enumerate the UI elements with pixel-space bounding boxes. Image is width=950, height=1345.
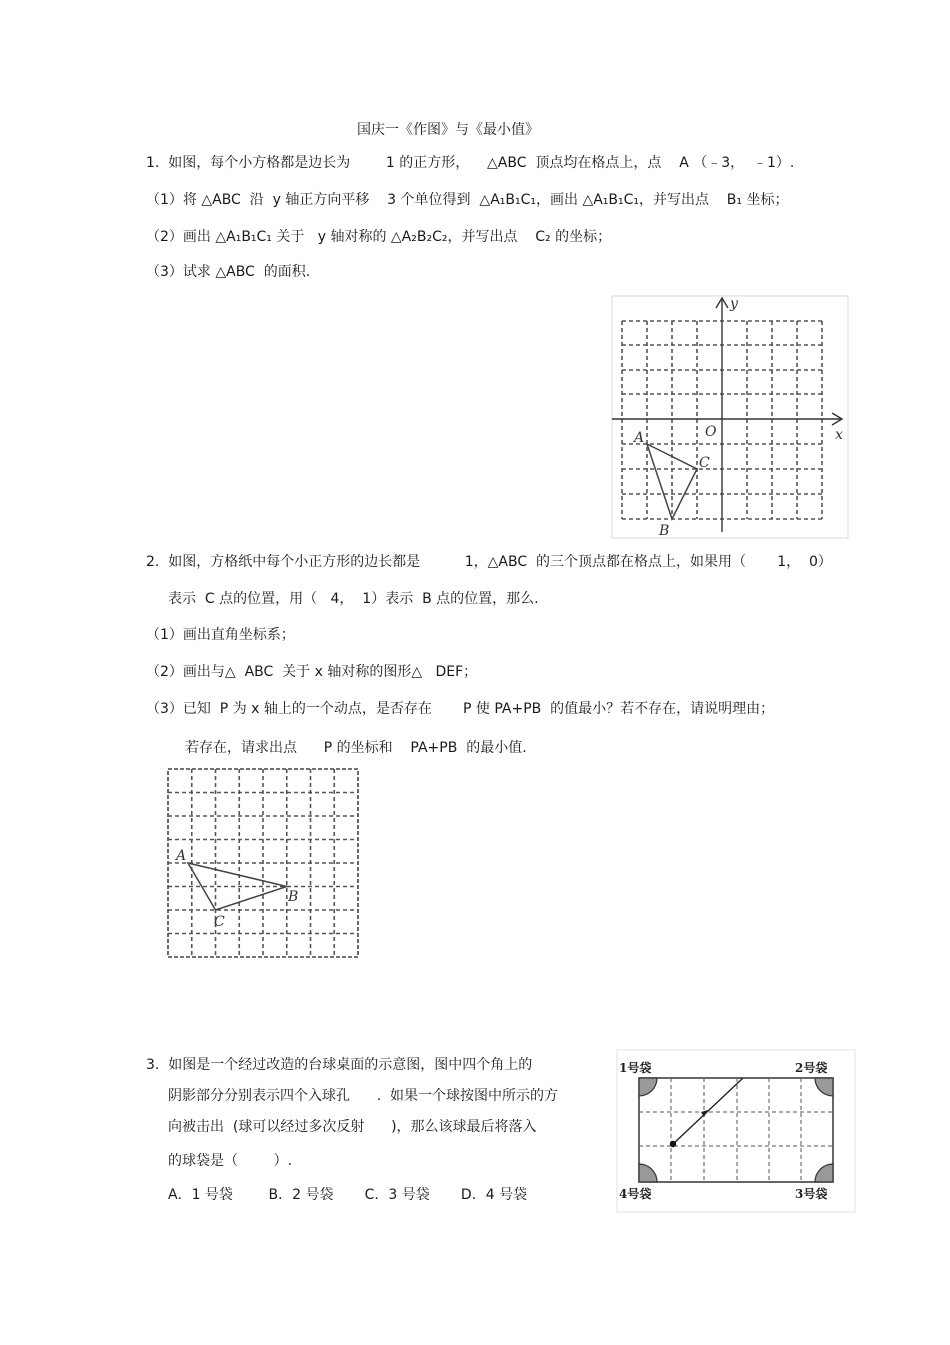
q3-stem-line3: 向被击出 (球可以经过多次反射 )，那么该球最后将落入 (168, 1119, 537, 1135)
q2-grid (168, 769, 358, 957)
pocket-3-icon (815, 1164, 833, 1182)
pocket-3-label: 3号袋 (795, 1187, 828, 1201)
page-title: 国庆一《作图》与《最小值》 (357, 122, 539, 138)
q1-coordinate-figure (612, 296, 848, 538)
q3-grid (639, 1078, 833, 1182)
q1-part1: （1）将 △ABC 沿 y 轴正方向平移 3 个单位得到 △A₁B₁C₁，画出 △A₁B₁C₁，并写出点 B₁ 坐标； (146, 192, 789, 208)
q1-origin-label: O (705, 424, 717, 440)
pocket-1-label: 1号袋 (619, 1061, 652, 1075)
pocket-2-icon (815, 1078, 833, 1096)
table-border (639, 1078, 833, 1182)
pocket-4-label: 4号袋 (619, 1187, 652, 1201)
q2-part1: （1）画出直角坐标系； (146, 627, 295, 643)
q3-options: A．1 号袋 B．2 号袋 C．3 号袋 D．4 号袋 (168, 1187, 528, 1203)
q1-part2: （2）画出 △A₁B₁C₁ 关于 y 轴对称的 △A₂B₂C₂，并写出点 C₂ 的坐标； (146, 229, 612, 245)
pocket-1-icon (639, 1078, 657, 1096)
q1-x-label: x (835, 427, 843, 443)
q1-point-c-label: C (699, 455, 710, 471)
q2-stem: 2. 如图，方格纸中每个小正方形的边长都是 1，△ABC 的三个顶点都在格点上，如果用（ 1， 0） (146, 554, 832, 570)
q2-part3: （3）已知 P 为 x 轴上的一个动点，是否存在 P 使 PA+PB 的值最小？若不存在，请说明理由； (146, 701, 775, 717)
q3-billiard-figure (617, 1050, 855, 1212)
q1-y-label: y (730, 296, 738, 312)
q2-point-b-label: B (288, 889, 299, 905)
q2-stem-cont: 表示 C 点的位置，用（ 4， 1）表示 B 点的位置，那么. (168, 591, 539, 607)
q3-stem: 3. 如图是一个经过改造的台球桌面的示意图，图中四个角上的 (146, 1057, 533, 1073)
ball-icon (670, 1141, 676, 1147)
pocket-shapes (639, 1078, 833, 1182)
q3-stem-line2: 阴影部分分别表示四个入球孔 . 如果一个球按图中所示的方 (168, 1088, 559, 1104)
q1-part3: （3）试求 △ABC 的面积. (146, 264, 311, 280)
q2-part2: （2）画出与△ ABC 关于 x 轴对称的图形△ DEF； (146, 664, 478, 680)
q1-stem: 1. 如图，每个小方格都是边长为 1 的正方形， △ABC 顶点均在格点上，点 A （﹣3， ﹣1）. (146, 155, 795, 171)
q2-triangle-abc (188, 863, 287, 910)
q1-point-a-label: A (634, 430, 645, 446)
q2-point-c-label: C (214, 914, 225, 930)
q3-stem-line4: 的球袋是（ ）. (168, 1153, 293, 1169)
pocket-4-icon (639, 1164, 657, 1182)
q2-point-a-label: A (176, 848, 187, 864)
q2-grid-figure (166, 767, 360, 959)
ball-path (673, 1078, 743, 1144)
q1-point-b-label: B (659, 523, 670, 539)
q2-part3-cont: 若存在，请求出点 P 的坐标和 PA+PB 的最小值. (185, 740, 527, 756)
pocket-2-label: 2号袋 (795, 1061, 828, 1075)
